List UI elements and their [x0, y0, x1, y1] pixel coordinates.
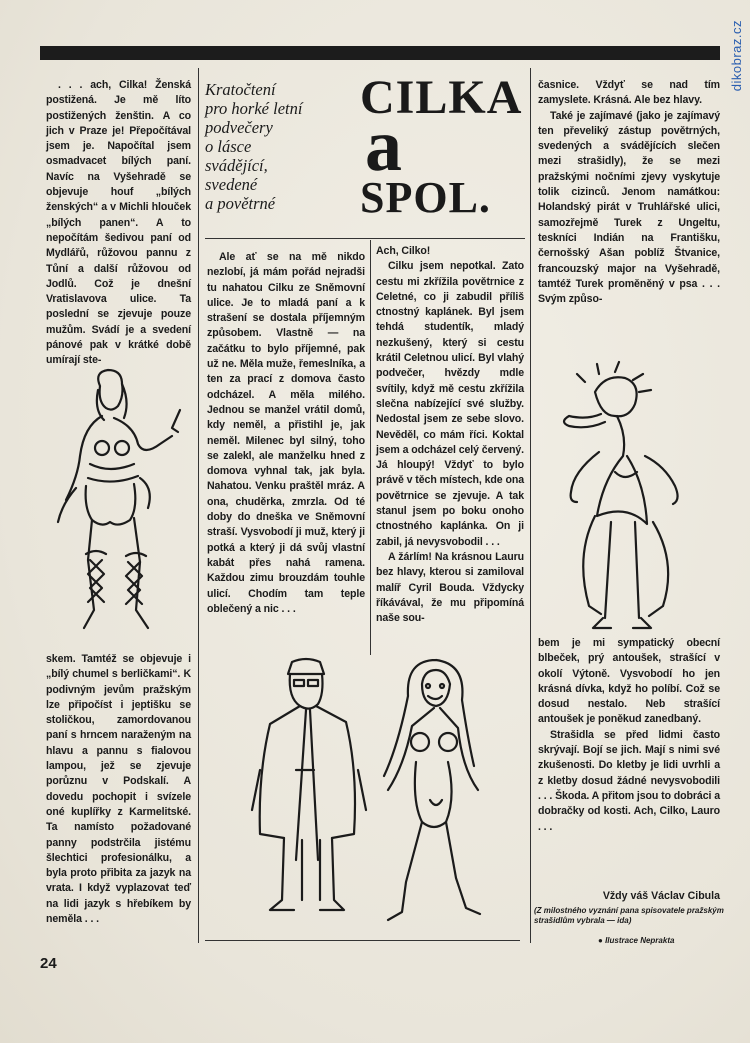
lead-line: Kratočtení	[205, 80, 276, 99]
lead-text	[205, 80, 355, 213]
source-credit: (Z milostného vyznání pana spisovatele pražským strašidlům vybrala — ida)	[534, 906, 724, 925]
headline-word-spol: SPOL.	[360, 173, 491, 222]
column-rule	[530, 68, 531, 943]
illustration-credit: ● Ilustrace Neprakta	[598, 936, 675, 945]
section-rule	[205, 940, 520, 941]
column-1-top	[46, 78, 191, 369]
watermark: dikobraz.cz	[729, 20, 744, 92]
page-number: 24	[40, 955, 57, 972]
author-signature: Vždy váš Václav Cibula	[602, 890, 720, 902]
paragraph: skem. Tamtéž se objevuje i „bílý chumel s berličkami“. K podivným jevům pražským lze připočíst i jeptišku se stoličkou, zamordovanou paní s hrncem naraženým na hlavu a pannu s fialovou lampou, jež se zjevuje porůznu v Podskalí. A dovedu pochopit i svízele oné kuplířky z Karmelitské. Ta namísto požadované panny podstrčila jistému šlechtici profesionálku, a byla proto přibita za jazyk na vrata. I když vyplazovat teď na lidi jazyk s hřebíkem by neměla . . .	[46, 653, 191, 926]
headline-word-cilka: CILKA	[360, 71, 523, 124]
paragraph: A žárlím! Na krásnou Lauru bez hlavy, kterou si zamiloval malíř Cyril Bouda. Vždycky říkávával, že mu připomíná naše sou-	[376, 550, 524, 625]
lead-line: o lásce	[205, 137, 252, 156]
paragraph: Ale ať se na mě nikdo nezlobí, já mám pořád nejradši tu nahatou Cilku ze Sněmovní ulice. Je to mladá paní a k strašení se dostala příjemným způsobem. Vlastně — na začátku to bylo příjemné, pak už ne. Měla muže, řemeslníka, a ten za prací z domova často odcházel. A měla milého. Jednou se manžel vrátil domů, kdy neměl, a přistihl je, jak neměl. Milenec byl silný, toho se zalekl, ale manželku hned z domova vyhnal tak, jak byla. Nahatou. Venku praštěl mráz. A ona, chuděrka, zmrzla. Od té doby do dneška ve Sněmovní straší. Vysvobodí ji muž, který ji potká a který ji dá svůj vlastní kabát přes nahá ramena. Každou zimu brouzdám touhle ulicí. Chodím tam teple oblečený a nic . . .	[207, 251, 365, 615]
paragraph: . . . ach, Cilka! Ženská postižená. Je mě líto postižených ženštin. A co jich v Praze je! Přepočítával jsem je. Napočítal jsem osmadvacet bílých paní. Navíc na Vyšehradě se objevuje houf „bílých ženských“ a v Michli hlouček „bílých panen“. A to nepočítám šedivou paní od Mydlářů, růžovou pannu z Tůní a další růžovou od Jodlů. Což je dnešní Vratislavova ulice. Ta poslední se zjevuje pouze mužům. Svádí je a svedení pánové pak v krátké době umírají ste-	[46, 79, 191, 367]
paragraph: časnice. Vždyť se nad tím zamyslete. Krásná. Ale bez hlavy.	[538, 79, 720, 107]
paragraph: Také je zajímavé (jako je zajímavý ten převeliký zástup povětrných, svedených a svádějících slečen mezi strašidly), že se mezi pražskými nočními zjevy vyskytuje tolik cizinců. Jenom namátkou: Holandský pirát v Truhlářské ulici, samozřejmě Turek z Ungeltu, teskníci Indián na Františku, černošský Ašan poblíž Štvanice, francouzský major na Vyšehradě, tamtéž Turek proměněný v psa . . . Svým způso-	[538, 109, 720, 306]
column-3	[376, 244, 524, 626]
column-1-bottom	[46, 652, 191, 927]
lead-line: pro horké letní	[205, 99, 303, 118]
column-4-bottom	[538, 636, 720, 835]
man-and-naked-woman-illustration	[240, 650, 500, 930]
ghost-creature-illustration	[555, 372, 715, 632]
section-rule	[205, 238, 525, 239]
lead-line: svádějící,	[205, 156, 268, 175]
paragraph: Cilku jsem nepotkal. Zato cestu mi zkřížila povětrnice z Celetné, co ji zabudil příliš ctnostný kaplánek. Byl jsem tehdá studentík, mladý nezkušený, který si cestu krátil Celetnou ulicí. Byl vlahý podvečer, hvězdy mdle svítily, když mě cestu zkřížila slečna nabízející své služby. Nedostal jsem ze sebe slovo. Nevěděl, co mám říci. Koktal jsem a odcházel celý červený. Já hloupý! Vždyť to bylo právě v těch místech, kde ona povětrnice se zjevuje. A tak stanul jsem po boku onoho ctnostného kaplánka. On ji zabil, já nevysvobodil . . .	[376, 260, 524, 548]
column-2	[207, 250, 365, 617]
column-rule	[198, 68, 199, 943]
ghost-woman-illustration	[50, 368, 190, 638]
illustration-credit-text: Ilustrace Neprakta	[605, 936, 675, 945]
column-rule	[370, 240, 371, 655]
lead-line: a povětrné	[205, 194, 276, 213]
paragraph: Ach, Cilko!	[376, 245, 431, 257]
header-bar	[40, 46, 720, 60]
column-4-top	[538, 78, 720, 307]
lead-line: svedené	[205, 175, 258, 194]
lead-line: podvečery	[205, 118, 273, 137]
paragraph: Strašidla se před lidmi často skrývají. Bojí se jich. Mají s nimi své zkušenosti. Do kletby je lidi uvrhli a z kletby dosud žádné nevysvobodili . . . Škoda. A přitom jsou to dobráci a dobračky od kosti. Ach, Cilko, Lauro . . .	[538, 728, 720, 833]
paragraph: bem je mi sympatický obecní blbeček, prý antoušek, strašící v okolí Výtoně. Vysvobodí ho jen krásná dívka, když ho políbí. Což se dosud nestalo. Neb strašící antoušek je poněkud zanedbaný.	[538, 637, 720, 726]
headline-word-a: a	[365, 105, 402, 187]
